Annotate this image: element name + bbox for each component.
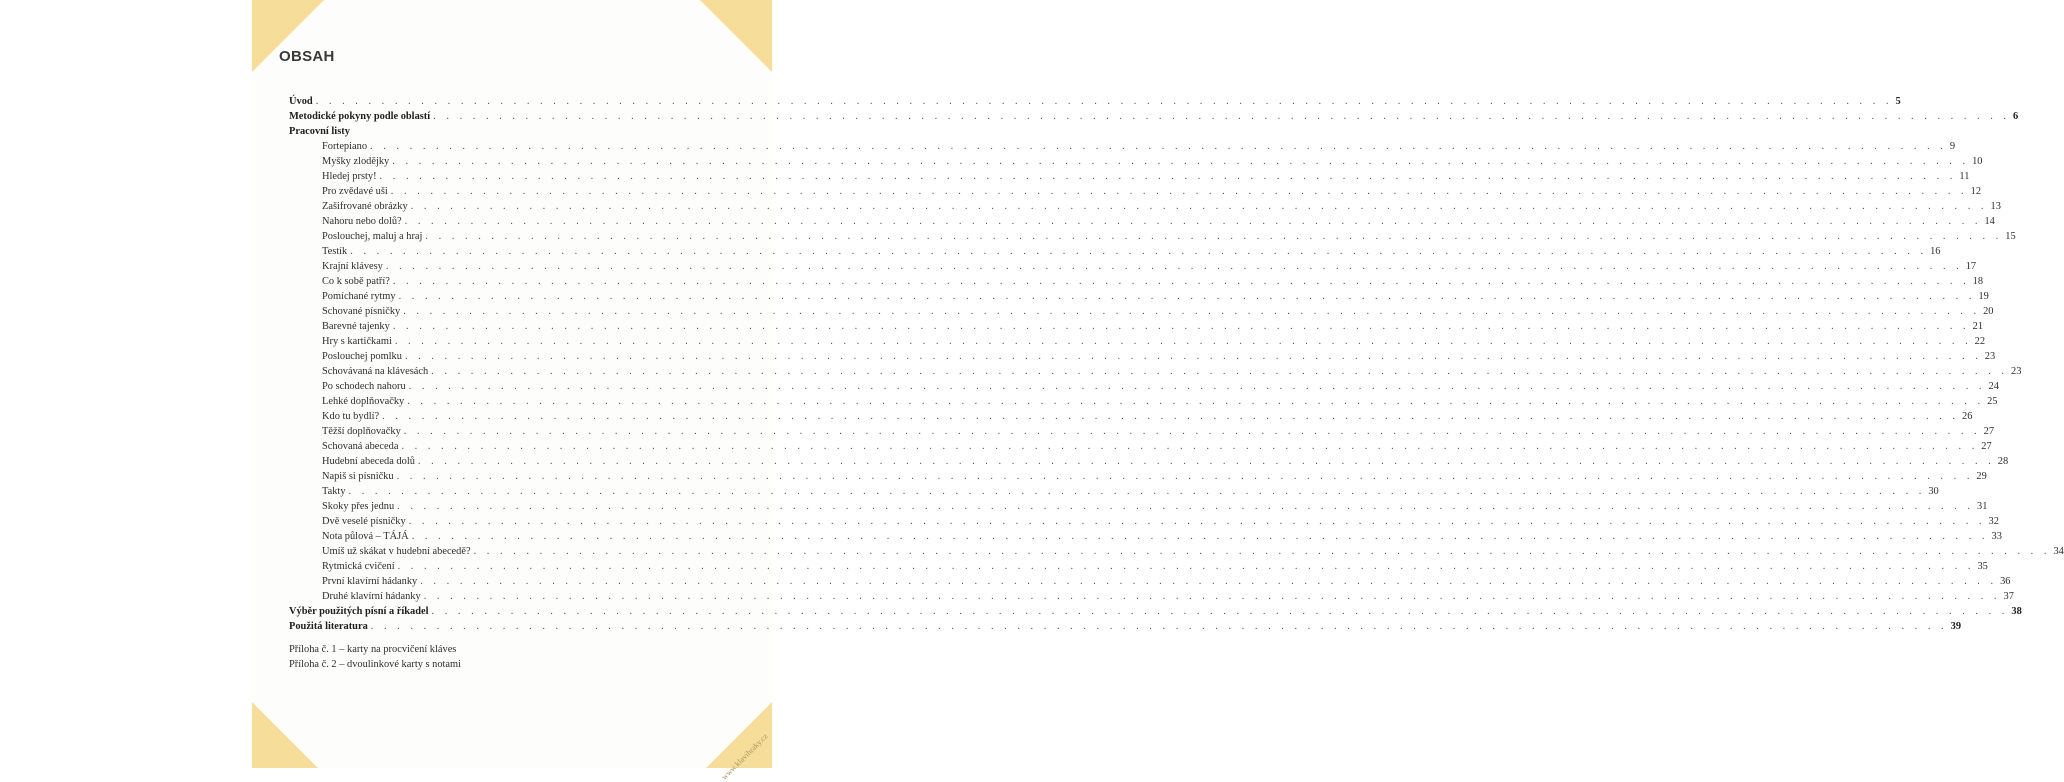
toc-dot-leader: . . . . . . . . . . . . . . . . . . . . . . . . . . . . . . . . . . . . . . . . . . . . . . . . . . . . . . . . . . . . . . . . . . . . . . . . . . . . . . . . . . . . . . . . . . . . . . . . . . . . . . . . . . . . . . . . . . . . . . . . <box>423 591 2001 602</box>
toc-entry-label: Úvod <box>289 96 313 107</box>
toc-entry-label: Kdo tu bydlí? <box>322 411 380 422</box>
toc-entry-label: Po schodech nahoru <box>322 381 406 392</box>
toc-page-number: 30 <box>1928 486 1939 497</box>
toc-page-number: 25 <box>1987 396 1998 407</box>
toc-page-number: 33 <box>1991 531 2002 542</box>
toc-entry <box>289 424 1995 439</box>
toc-page-number: 24 <box>1988 381 1999 392</box>
toc-entry <box>289 169 1970 184</box>
toc-entry-label: Barevné tajenky <box>322 321 390 332</box>
toc-entry-label: Co k sobě patří? <box>322 276 390 287</box>
toc-page-number: 10 <box>1972 156 1983 167</box>
toc-page-number: 39 <box>1950 621 1962 632</box>
toc-entry-label: Poslouchej pomlku <box>322 351 402 362</box>
toc-page-number: 23 <box>2011 366 2022 377</box>
toc-entry-label: Pomíchané rytmy <box>322 291 396 302</box>
toc-entry <box>289 334 1986 349</box>
toc-entry <box>289 139 1956 154</box>
toc-page-number: 21 <box>1972 321 1984 332</box>
toc-dot-leader: . . . . . . . . . . . . . . . . . . . . . . . . . . . . . . . . . . . . . . . . . . . . . . . . . . . . . . . . . . . . . . . . . . . . . . . . . . . . . . . . . . . . . . . . . . . . . . . . . . . . . . . . . . . . . . . . . . . . . . . . <box>315 96 1893 107</box>
toc-entry-label: Testík <box>322 246 348 257</box>
page-title: OBSAH <box>279 48 335 65</box>
toc-entry-label: Schované písničky <box>322 306 401 317</box>
toc-dot-leader: . . . . . . . . . . . . . . . . . . . . . . . . . . . . . . . . . . . . . . . . . . . . . . . . . . . . . . . . . . . . . . . . . . . . . . . . . . . . . . . . . . . . . . . . . . . . . . . . . . . . . . . . . . . . . . . . . . . . . . . . <box>398 291 1976 302</box>
toc-entry-label: Pracovní listy <box>289 126 350 137</box>
toc-page-number: 12 <box>1970 186 1982 197</box>
toc-dot-leader: . . . . . . . . . . . . . . . . . . . . . . . . . . . . . . . . . . . . . . . . . . . . . . . . . . . . . . . . . . . . . . . . . . . . . . . . . . . . . . . . . . . . . . . . . . . . . . . . . . . . . . . . . . . . . . . . . . . . . . . . <box>348 486 1926 497</box>
toc-page-number: 32 <box>1988 516 1999 527</box>
toc-entry <box>289 499 1988 514</box>
toc-entry <box>289 289 1989 304</box>
toc-entry-label: Hledej prsty! <box>322 171 377 182</box>
toc-dot-leader: . . . . . . . . . . . . . . . . . . . . . . . . . . . . . . . . . . . . . . . . . . . . . . . . . . . . . . . . . . . . . . . . . . . . . . . . . . . . . . . . . . . . . . . . . . . . . . . . . . . . . . . . . . . . . . . . . . . . . . . . <box>433 111 2011 122</box>
toc-entry <box>289 559 1988 574</box>
toc-dot-leader: . . . . . . . . . . . . . . . . . . . . . . . . . . . . . . . . . . . . . . . . . . . . . . . . . . . . . . . . . . . . . . . . . . . . . . . . . . . . . . . . . . . . . . . . . . . . . . . . . . . . . . . . . . . . . . . . . . . . . . . . <box>401 441 1979 452</box>
toc-page-number: 18 <box>1972 276 1984 287</box>
toc-dot-leader: . . . . . . . . . . . . . . . . . . . . . . . . . . . . . . . . . . . . . . . . . . . . . . . . . . . . . . . . . . . . . . . . . . . . . . . . . . . . . . . . . . . . . . . . . . . . . . . . . . . . . . . . . . . . . . . . . . . . . . . . <box>431 606 2009 617</box>
toc-page-number: 27 <box>1981 441 1992 452</box>
toc-entry-label: Poslouchej, maluj a hraj <box>322 231 423 242</box>
toc-entry-label: Schovávaná na klávesách <box>322 366 429 377</box>
toc-dot-leader: . . . . . . . . . . . . . . . . . . . . . . . . . . . . . . . . . . . . . . . . . . . . . . . . . . . . . . . . . . . . . . . . . . . . . . . . . . . . . . . . . . . . . . . . . . . . . . . . . . . . . . . . . . . . . . . . . . . . . . . . <box>407 396 1985 407</box>
toc-entry <box>289 94 1901 109</box>
toc-dot-leader: . . . . . . . . . . . . . . . . . . . . . . . . . . . . . . . . . . . . . . . . . . . . . . . . . . . . . . . . . . . . . . . . . . . . . . . . . . . . . . . . . . . . . . . . . . . . . . . . . . . . . . . . . . . . . . . . . . . . . . . . <box>404 351 1982 362</box>
toc-entry <box>289 574 2011 589</box>
toc-entry <box>289 229 2016 244</box>
toc-dot-leader: . . . . . . . . . . . . . . . . . . . . . . . . . . . . . . . . . . . . . . . . . . . . . . . . . . . . . . . . . . . . . . . . . . . . . . . . . . . . . . . . . . . . . . . . . . . . . . . . . . . . . . . . . . . . . . . . . . . . . . . . <box>403 306 1981 317</box>
toc-entry-label: Těžší doplňovačky <box>322 426 401 437</box>
toc-entry <box>289 604 2022 619</box>
toc-page-number: 31 <box>1977 501 1988 512</box>
toc-dot-leader: . . . . . . . . . . . . . . . . . . . . . . . . . . . . . . . . . . . . . . . . . . . . . . . . . . . . . . . . . . . . . . . . . . . . . . . . . . . . . . . . . . . . . . . . . . . . . . . . . . . . . . . . . . . . . . . . . . . . . . . . <box>392 156 1970 167</box>
toc-page-number: 17 <box>1965 261 1977 272</box>
toc-page-number: 19 <box>1978 291 1989 302</box>
toc-dot-leader: . . . . . . . . . . . . . . . . . . . . . . . . . . . . . . . . . . . . . . . . . . . . . . . . . . . . . . . . . . . . . . . . . . . . . . . . . . . . . . . . . . . . . . . . . . . . . . . . . . . . . . . . . . . . . . . . . . . . . . . . <box>396 471 1974 482</box>
toc-entry <box>289 349 1996 364</box>
toc-entry <box>289 199 2001 214</box>
toc-entry <box>289 454 2009 469</box>
toc-page-number: 37 <box>2003 591 2014 602</box>
toc-page-number: 5 <box>1895 96 1901 107</box>
appendix-list <box>289 642 461 672</box>
toc-dot-leader: . . . . . . . . . . . . . . . . . . . . . . . . . . . . . . . . . . . . . . . . . . . . . . . . . . . . . . . . . . . . . . . . . . . . . . . . . . . . . . . . . . . . . . . . . . . . . . . . . . . . . . . . . . . . . . . . . . . . . . . . <box>394 336 1972 347</box>
toc-page-number: 13 <box>1990 201 2001 212</box>
toc-dot-leader: . . . . . . . . . . . . . . . . . . . . . . . . . . . . . . . . . . . . . . . . . . . . . . . . . . . . . . . . . . . . . . . . . . . . . . . . . . . . . . . . . . . . . . . . . . . . . . . . . . . . . . . . . . . . . . . . . . . . . . . . <box>370 621 1948 632</box>
toc-entry <box>289 469 1987 484</box>
toc-dot-leader: . . . . . . . . . . . . . . . . . . . . . . . . . . . . . . . . . . . . . . . . . . . . . . . . . . . . . . . . . . . . . . . . . . . . . . . . . . . . . . . . . . . . . . . . . . . . . . . . . . . . . . . . . . . . . . . . . . . . . . . . <box>417 456 1995 467</box>
toc-page-number: 28 <box>1997 456 2009 467</box>
toc-dot-leader: . . . . . . . . . . . . . . . . . . . . . . . . . . . . . . . . . . . . . . . . . . . . . . . . . . . . . . . . . . . . . . . . . . . . . . . . . . . . . . . . . . . . . . . . . . . . . . . . . . . . . . . . . . . . . . . . . . . . . . . . <box>403 426 1981 437</box>
toc-dot-leader: . . . . . . . . . . . . . . . . . . . . . . . . . . . . . . . . . . . . . . . . . . . . . . . . . . . . . . . . . . . . . . . . . . . . . . . . . . . . . . . . . . . . . . . . . . . . . . . . . . . . . . . . . . . . . . . . . . . . . . . . <box>431 366 2009 377</box>
toc-page-number: 9 <box>1949 141 1956 152</box>
toc-entry <box>289 394 1998 409</box>
toc-entry <box>289 214 1995 229</box>
toc-entry-label: Umíš už skákat v hudební abecedě? <box>322 546 471 557</box>
document-page <box>252 0 2064 782</box>
toc-entry <box>289 529 2002 544</box>
toc-entry <box>289 484 1939 499</box>
toc-entry-label: Skoky přes jednu <box>322 501 395 512</box>
toc-page-number: 27 <box>1983 426 1995 437</box>
toc-entry <box>289 244 1941 259</box>
toc-entry-label: Pro zvědavé uši <box>322 186 388 197</box>
toc-entry-label: Schovaná abeceda <box>322 441 399 452</box>
toc-entry-label: Takty <box>322 486 346 497</box>
toc-page-number: 20 <box>1983 306 1994 317</box>
appendix-item: Příloha č. 2 – dvoulinkové karty s notami <box>289 659 461 670</box>
toc-dot-leader: . . . . . . . . . . . . . . . . . . . . . . . . . . . . . . . . . . . . . . . . . . . . . . . . . . . . . . . . . . . . . . . . . . . . . . . . . . . . . . . . . . . . . . . . . . . . . . . . . . . . . . . . . . . . . . . . . . . . . . . . <box>397 501 1974 512</box>
toc-entry <box>289 319 1984 334</box>
toc-entry-label: Hry s kartičkami <box>322 336 392 347</box>
website-watermark: www.klavihraky.cz <box>720 731 770 782</box>
toc-entry <box>289 409 1973 424</box>
toc-dot-leader: . . . . . . . . . . . . . . . . . . . . . . . . . . . . . . . . . . . . . . . . . . . . . . . . . . . . . . . . . . . . . . . . . . . . . . . . . . . . . . . . . . . . . . . . . . . . . . . . . . . . . . . . . . . . . . . . . . . . . . . . <box>392 276 1970 287</box>
toc-entry-label: Nahoru nebo dolů? <box>322 216 402 227</box>
toc-entry <box>289 154 1983 169</box>
toc-entry <box>289 109 2019 124</box>
toc-page-number: 6 <box>2013 111 2019 122</box>
corner-decoration-bottom-left <box>252 702 318 768</box>
toc-page-number: 16 <box>1930 246 1941 257</box>
toc-page-number: 15 <box>2005 231 2016 242</box>
toc-dot-leader: . . . . . . . . . . . . . . . . . . . . . . . . . . . . . . . . . . . . . . . . . . . . . . . . . . . . . . . . . . . . . . . . . . . . . . . . . . . . . . . . . . . . . . . . . . . . . . . . . . . . . . . . . . . . . . . . . . . . . . . . <box>350 246 1928 257</box>
toc-dot-leader: . . . . . . . . . . . . . . . . . . . . . . . . . . . . . . . . . . . . . . . . . . . . . . . . . . . . . . . . . . . . . . . . . . . . . . . . . . . . . . . . . . . . . . . . . . . . . . . . . . . . . . . . . . . . . . . . . . . . . . . . <box>425 231 2003 242</box>
toc-entry-label: Rytmická cvičení <box>322 561 395 572</box>
toc-entry-label: Myšky zlodějky <box>322 156 390 167</box>
toc-entry-label: Fortepiano <box>322 141 368 152</box>
toc-entry-label: Použitá literatura <box>289 621 368 632</box>
toc-entry <box>289 619 1962 634</box>
toc-dot-leader: . . . . . . . . . . . . . . . . . . . . . . . . . . . . . . . . . . . . . . . . . . . . . . . . . . . . . . . . . . . . . . . . . . . . . . . . . . . . . . . . . . . . . . . . . . . . . . . . . . . . . . . . . . . . . . . . . . . . . . . . <box>379 171 1957 182</box>
toc-page-number: 36 <box>2000 576 2011 587</box>
toc-page-number: 14 <box>1984 216 1995 227</box>
toc-dot-leader: . . . . . . . . . . . . . . . . . . . . . . . . . . . . . . . . . . . . . . . . . . . . . . . . . . . . . . . . . . . . . . . . . . . . . . . . . . . . . . . . . . . . . . . . . . . . . . . . . . . . . . . . . . . . . . . . . . . . . . . . <box>473 546 2051 557</box>
toc-entry-label: Dvě veselé písničky <box>322 516 406 527</box>
toc-page-number: 11 <box>1959 171 1970 182</box>
toc-entry-label: Zašifrované obrázky <box>322 201 408 212</box>
toc-page-number: 35 <box>1977 561 1988 572</box>
toc-dot-leader: . . . . . . . . . . . . . . . . . . . . . . . . . . . . . . . . . . . . . . . . . . . . . . . . . . . . . . . . . . . . . . . . . . . . . . . . . . . . . . . . . . . . . . . . . . . . . . . . . . . . . . . . . . . . . . . . . . . . . . . . <box>404 216 1982 227</box>
toc-dot-leader: . . . . . . . . . . . . . . . . . . . . . . . . . . . . . . . . . . . . . . . . . . . . . . . . . . . . . . . . . . . . . . . . . . . . . . . . . . . . . . . . . . . . . . . . . . . . . . . . . . . . . . . . . . . . . . . . . . . . . . . . <box>408 516 1986 527</box>
toc-dot-leader: . . . . . . . . . . . . . . . . . . . . . . . . . . . . . . . . . . . . . . . . . . . . . . . . . . . . . . . . . . . . . . . . . . . . . . . . . . . . . . . . . . . . . . . . . . . . . . . . . . . . . . . . . . . . . . . . . . . . . . . . <box>420 576 1998 587</box>
toc-dot-leader: . . . . . . . . . . . . . . . . . . . . . . . . . . . . . . . . . . . . . . . . . . . . . . . . . . . . . . . . . . . . . . . . . . . . . . . . . . . . . . . . . . . . . . . . . . . . . . . . . . . . . . . . . . . . . . . . . . . . . . . . <box>390 186 1968 197</box>
toc-dot-leader: . . . . . . . . . . . . . . . . . . . . . . . . . . . . . . . . . . . . . . . . . . . . . . . . . . . . . . . . . . . . . . . . . . . . . . . . . . . . . . . . . . . . . . . . . . . . . . . . . . . . . . . . . . . . . . . . . . . . . . . . <box>410 201 1988 212</box>
toc-entry <box>289 379 1999 394</box>
toc-entry-label: Druhé klavírní hádanky <box>322 591 421 602</box>
toc-entry-label: Krajní klávesy <box>322 261 383 272</box>
toc-page-number: 38 <box>2011 606 2022 617</box>
toc-dot-leader: . . . . . . . . . . . . . . . . . . . . . . . . . . . . . . . . . . . . . . . . . . . . . . . . . . . . . . . . . . . . . . . . . . . . . . . . . . . . . . . . . . . . . . . . . . . . . . . . . . . . . . . . . . . . . . . . . . . . . . . . <box>385 261 1963 272</box>
toc-dot-leader: . . . . . . . . . . . . . . . . . . . . . . . . . . . . . . . . . . . . . . . . . . . . . . . . . . . . . . . . . . . . . . . . . . . . . . . . . . . . . . . . . . . . . . . . . . . . . . . . . . . . . . . . . . . . . . . . . . . . . . . . <box>408 381 1986 392</box>
toc-entry <box>289 124 675 139</box>
toc-entry-label: První klavírní hádanky <box>322 576 418 587</box>
toc-entry <box>289 544 2064 559</box>
toc-dot-leader: . . . . . . . . . . . . . . . . . . . . . . . . . . . . . . . . . . . . . . . . . . . . . . . . . . . . . . . . . . . . . . . . . . . . . . . . . . . . . . . . . . . . . . . . . . . . . . . . . . . . . . . . . . . . . . . . . . . . . . . . <box>392 321 1970 332</box>
toc-entry <box>289 364 2022 379</box>
toc-entry-label: Hudební abeceda dolů <box>322 456 415 467</box>
toc-entry-label: Lehké doplňovačky <box>322 396 405 407</box>
toc-entry <box>289 304 1994 319</box>
toc-entry-label: Výběr použitých písní a říkadel <box>289 606 429 617</box>
toc-page-number: 22 <box>1974 336 1986 347</box>
table-of-contents <box>289 94 2064 634</box>
toc-dot-leader: . . . . . . . . . . . . . . . . . . . . . . . . . . . . . . . . . . . . . . . . . . . . . . . . . . . . . . . . . . . . . . . . . . . . . . . . . . . . . . . . . . . . . . . . . . . . . . . . . . . . . . . . . . . . . . . . . . . . . . . . <box>370 141 1947 152</box>
toc-entry-label: Napiš si písničku <box>322 471 394 482</box>
appendix-item: Příloha č. 1 – karty na procvičení kláves <box>289 644 457 655</box>
toc-dot-leader: . . . . . . . . . . . . . . . . . . . . . . . . . . . . . . . . . . . . . . . . . . . . . . . . . . . . . . . . . . . . . . . . . . . . . . . . . . . . . . . . . . . . . . . . . . . . . . . . . . . . . . . . . . . . . . . . . . . . . . . . <box>382 411 1959 422</box>
toc-entry <box>289 439 1992 454</box>
toc-page-number: 29 <box>1976 471 1987 482</box>
toc-page-number: 23 <box>1984 351 1996 362</box>
toc-entry <box>289 514 1999 529</box>
toc-dot-leader: . . . . . . . . . . . . . . . . . . . . . . . . . . . . . . . . . . . . . . . . . . . . . . . . . . . . . . . . . . . . . . . . . . . . . . . . . . . . . . . . . . . . . . . . . . . . . . . . . . . . . . . . . . . . . . . . . . . . . . . . <box>411 531 1989 542</box>
toc-page-number: 34 <box>2053 546 2064 557</box>
toc-entry <box>289 589 2014 604</box>
toc-entry <box>289 184 1982 199</box>
corner-decoration-top-right <box>700 0 772 72</box>
toc-entry-label: Nota půlová – TÁJÁ <box>322 531 409 542</box>
toc-entry-label: Metodické pokyny podle oblastí <box>289 111 431 122</box>
toc-dot-leader: . . . . . . . . . . . . . . . . . . . . . . . . . . . . . . . . . . . . . . . . . . . . . . . . . . . . . . . . . . . . . . . . . . . . . . . . . . . . . . . . . . . . . . . . . . . . . . . . . . . . . . . . . . . . . . . . . . . . . . . . <box>397 561 1975 572</box>
toc-page-number: 26 <box>1962 411 1973 422</box>
toc-entry <box>289 259 1977 274</box>
toc-entry <box>289 274 1984 289</box>
